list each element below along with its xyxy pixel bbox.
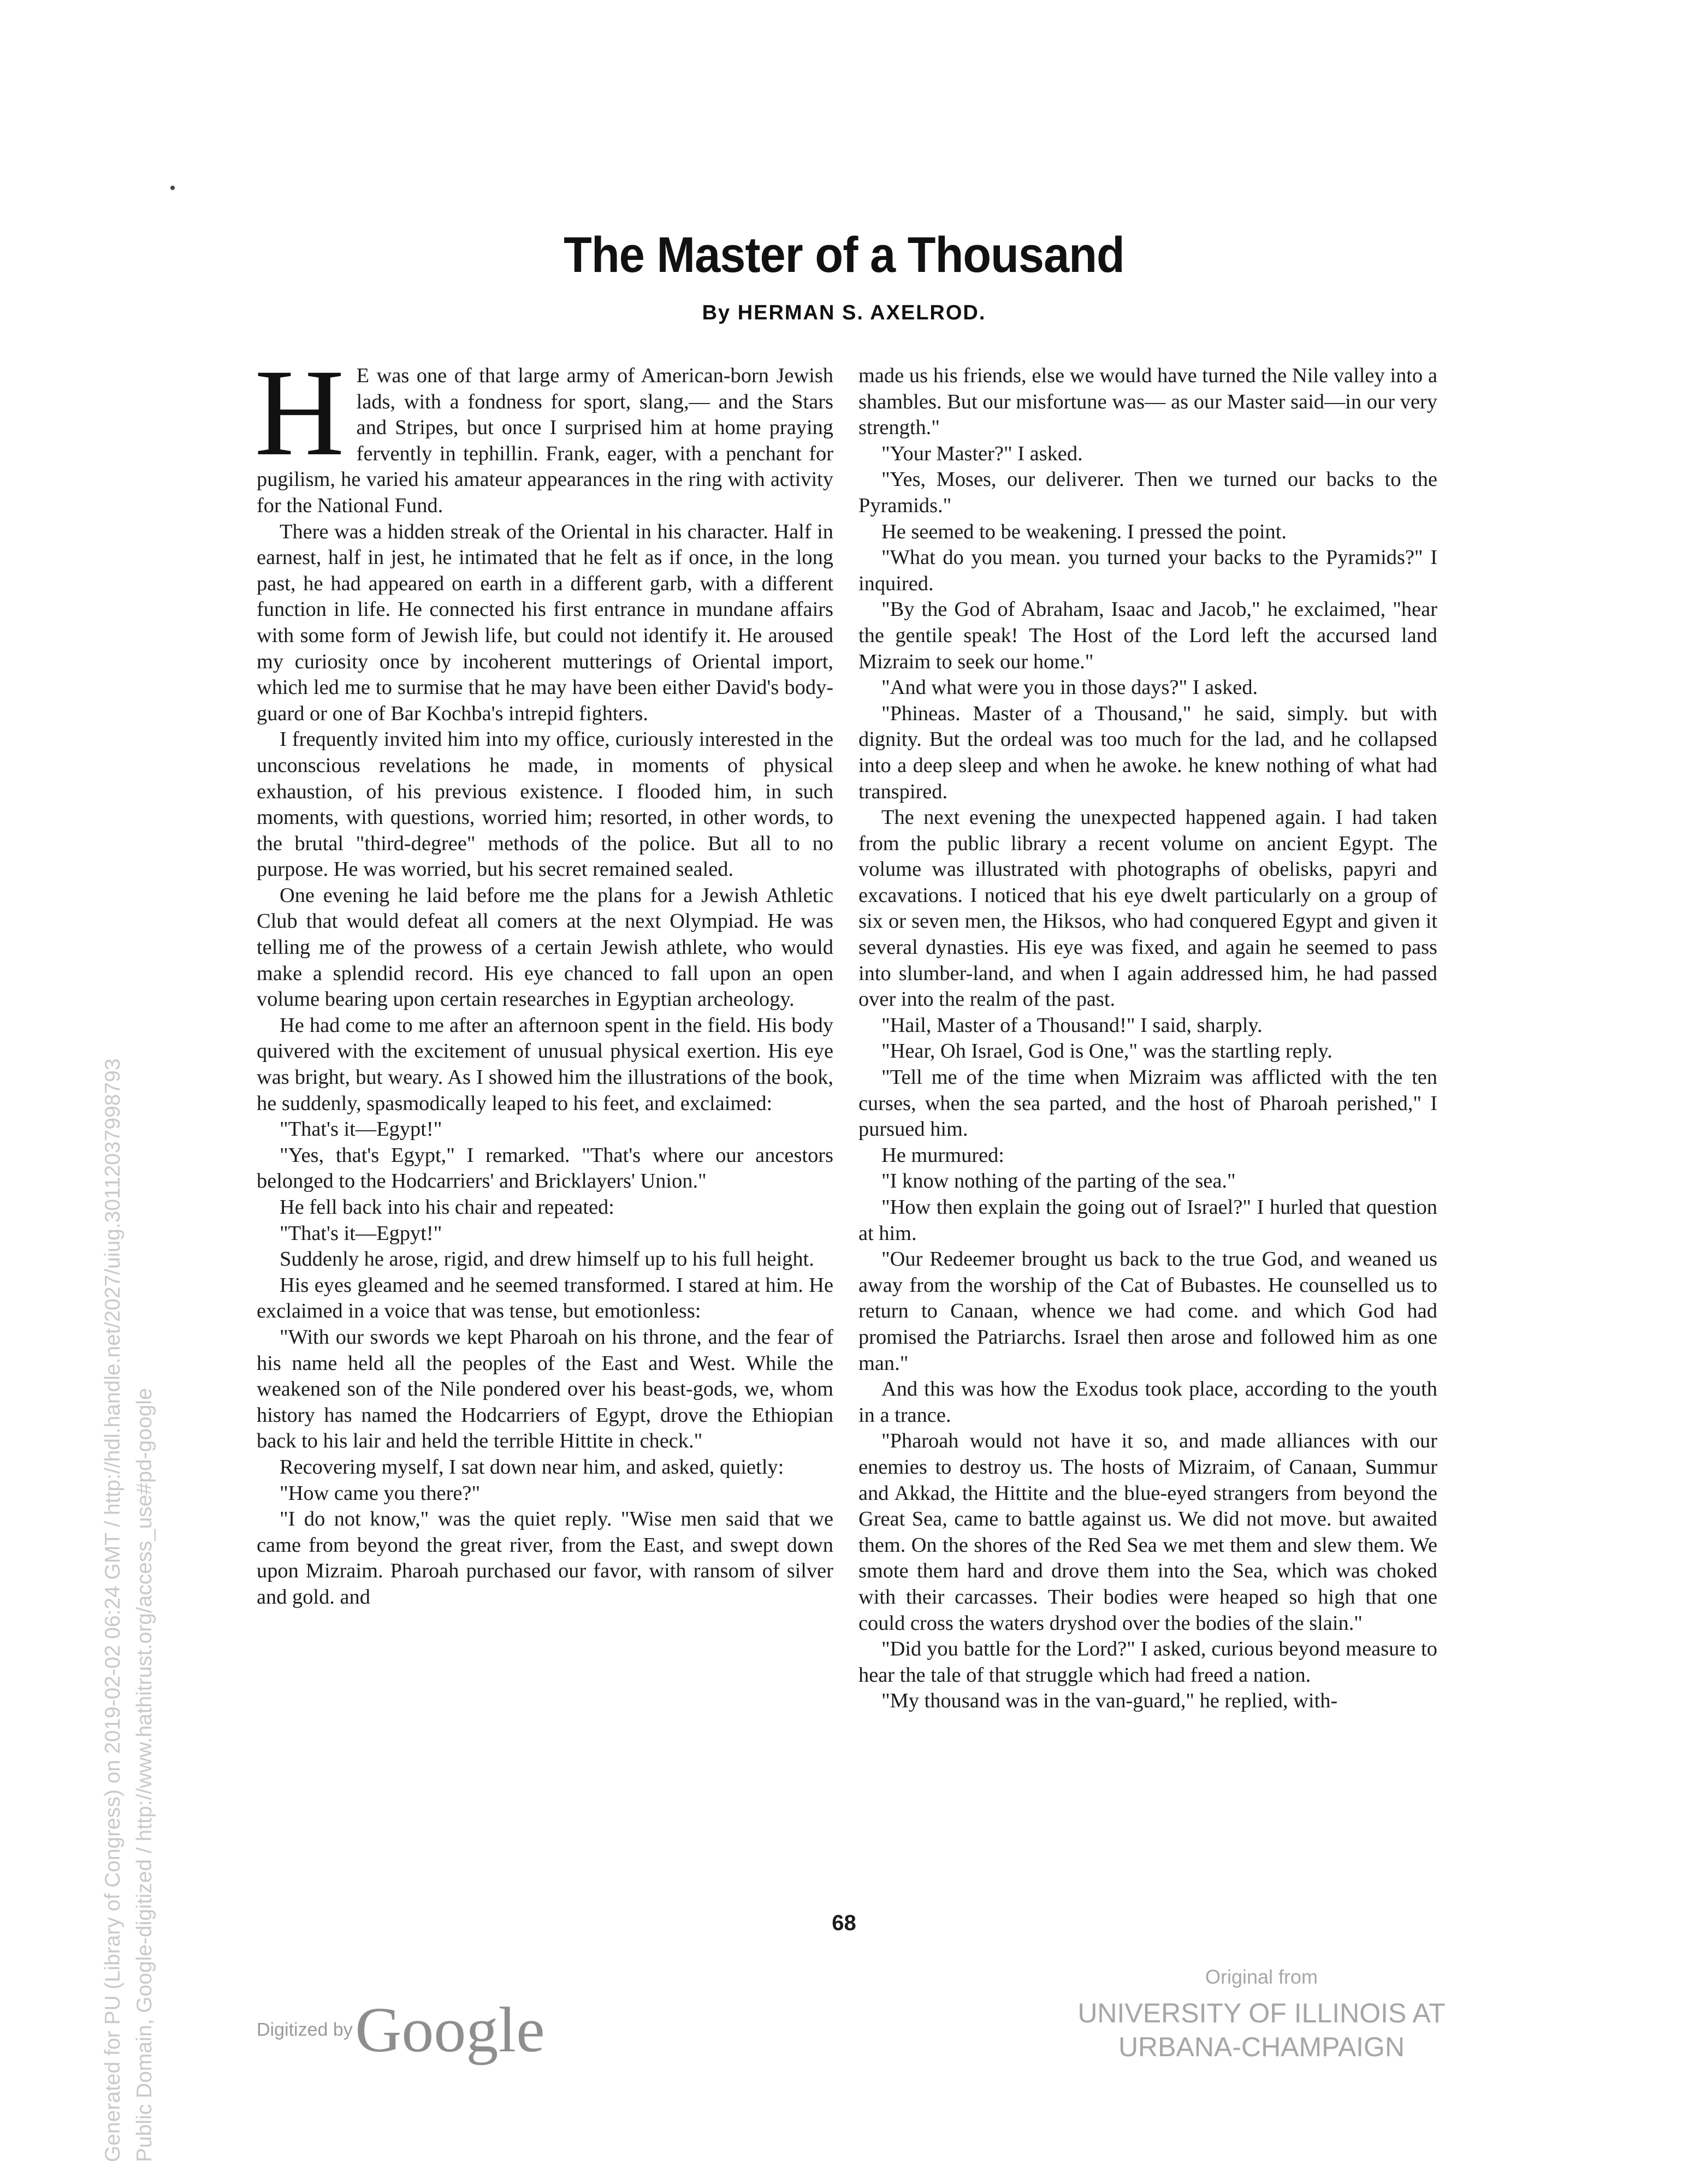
- opening-paragraph: [254, 344, 833, 519]
- paragraph: "How then explain the going out of Israel?" I hurled that question at him.: [858, 1196, 1437, 1245]
- paragraph: "Your Master?" I asked.: [881, 442, 1083, 465]
- paragraph: "Yes, Moses, our deliverer. Then we turned our backs to the Pyramids.": [858, 468, 1437, 517]
- paragraph: He fell back into his chair and repeated:: [280, 1196, 614, 1219]
- paragraph: "Our Redeemer brought us back to the true God, and weaned us away from the worship of the Cat of Bubastes. He counselled us to return to Canaan, whence we had come. and which God had promised the Patriarchs. Israel then arose and followed him as one man.": [858, 1248, 1437, 1375]
- paragraph: "What do you mean. you turned your backs to the Pyramids?" I inquired.: [858, 546, 1437, 595]
- paragraph: He murmured:: [881, 1143, 1004, 1167]
- original-from-label: Original from: [1205, 1966, 1318, 1988]
- institution-line-2: URBANA-CHAMPAIGN: [1118, 2032, 1405, 2062]
- page-number: 68: [832, 1911, 856, 1935]
- paragraph: "That's it—Egypt!": [280, 1118, 442, 1141]
- paragraph: "My thousand was in the van-guard," he replied, with-: [881, 1689, 1338, 1713]
- original-source-watermark: [1054, 1966, 1469, 2064]
- paragraph: "How came you there?": [280, 1481, 481, 1505]
- paragraph: One evening he laid before me the plans for a Jewish Athletic Club that would defeat all comers at the next Olympiad. He was telling me of the prowess of a certain Jewish athlete, who would make a splendid record. His eye chanced to fall upon an open volume bearing upon certain researches in Egyptian archeology.: [257, 883, 833, 1011]
- paragraph: "Hail, Master of a Thousand!" I said, sharply.: [881, 1013, 1263, 1037]
- left-column: [254, 344, 833, 1930]
- paragraph: "Hear, Oh Israel, God is One," was the startling reply.: [881, 1040, 1332, 1063]
- paragraph: "Yes, that's Egypt," I remarked. "That's where our ancestors belonged to the Hodcarriers' and Bricklayers' Union.": [257, 1143, 833, 1193]
- paragraph: made us his friends, else we would have turned the Nile valley into a shambles. But our misfortune was— as our Master said—in our very strength.": [858, 364, 1437, 440]
- paragraph: "By the God of Abraham, Isaac and Jacob," he exclaimed, "hear the gentile speak! The Host of the Lord left the accursed land Mizraim to seek our home.": [858, 598, 1437, 673]
- paragraph: He had come to me after an afternoon spent in the field. His body quivered with the excitement of unusual physical exertion. His eye was bright, but weary. As I showed him the illustrations of the book, he suddenly, spasmodically leaped to his feet, and exclaimed:: [257, 1013, 833, 1115]
- paragraph: "I know nothing of the parting of the sea.": [881, 1170, 1236, 1193]
- digitized-by-watermark: [257, 1993, 545, 2067]
- paragraph: His eyes gleamed and he seemed transformed. I stared at him. He exclaimed in a voice that was tense, but emotionless:: [257, 1273, 833, 1323]
- hathitrust-side-stamp: [97, 852, 161, 2162]
- side-stamp-line-1: Generated for PU (Library of Congress) on 2019-02-02 06:24 GMT / http://hdl.handle.net/2027/uiug.30112037998793: [101, 1058, 125, 2162]
- opening-paragraph-text: E was one of that large army of American-born Jewish lads, with a fondness for sport, slang,— and the Stars and Stripes, but once I surprised him at home praying fervently in tephillin. Frank, eager, with a penchant for pugilism, he varied his amateur appearances in the ring with activity for the National Fund.: [257, 364, 833, 517]
- digitized-by-label: Digitized by: [257, 2019, 353, 2040]
- paragraph: I frequently invited him into my office, curiously interested in the unconscious revelations he made, in moments of physical exhaustion, of his previous existence. I flooded him, in such moments, with questions, worried him; resorted, in other words, to the brutal "third-degree" methods of the police. But all to no purpose. He was worried, but his secret remained sealed.: [257, 728, 833, 881]
- paragraph: "With our swords we kept Pharoah on his throne, and the fear of his name held all the peoples of the East and West. While the weakened son of the Nile pondered over his beast-gods, we, whom history has named the Hodcarriers of Egypt, drove the Ethiopian back to his lair and held the terrible Hittite in check.": [257, 1325, 833, 1453]
- paragraph: "Tell me of the time when Mizraim was afflicted with the ten curses, when the sea parted, and the host of Pharoah perished," I pursued him.: [858, 1066, 1437, 1141]
- paragraph: "That's it—Egpyt!": [280, 1221, 442, 1245]
- drop-cap: H: [254, 344, 345, 482]
- paragraph: "Pharoah would not have it so, and made alliances with our enemies to destroy us. The hosts of Mizraim, of Canaan, Summur and Akkad, the Hittite and the blue-eyed strangers from beyond the Great Sea, came to battle against us. We did not move. but awaited them. On the shores of the Red Sea we met them and slew them. We smote them hard and drove them into the Sea, which was choked with their carcasses. Their bodies were heaped so high that one could cross the waters dryshod over the bodies of the slain.": [858, 1429, 1437, 1635]
- institution-line-1: UNIVERSITY OF ILLINOIS AT: [1077, 1998, 1446, 2028]
- paragraph: He seemed to be weakening. I pressed the point.: [881, 520, 1287, 543]
- paragraph: Recovering myself, I sat down near him, and asked, quietly:: [280, 1455, 784, 1479]
- paragraph: There was a hidden streak of the Oriental in his character. Half in earnest, half in jest, he intimated that he felt as if once, in the long past, he had appeared on earth in a different garb, with a different function in life. He connected his first entrance in mundane affairs with some form of Jewish life, but could not identify it. He aroused my curiosity once by incoherent mutterings of Oriental import, which led me to surmise that he may have been either David's body-guard or one of Bar Kochba's intrepid fighters.: [257, 520, 833, 725]
- right-column: [858, 363, 1437, 1930]
- paragraph: Suddenly he arose, rigid, and drew himself up to his full height.: [280, 1248, 814, 1271]
- paragraph: "And what were you in those days?" I asked.: [881, 676, 1258, 699]
- paragraph: "Did you battle for the Lord?" I asked, curious beyond measure to hear the tale of that struggle which had freed a nation.: [858, 1637, 1437, 1687]
- paragraph: "I do not know," was the quiet reply. "Wise men said that we came from beyond the great river, from the East, and swept down upon Mizraim. Pharoah purchased our favor, with ransom of silver and gold. and: [257, 1508, 833, 1609]
- google-logo: Google: [355, 1994, 545, 2066]
- scan-speck: [170, 186, 175, 190]
- paragraph: "Phineas. Master of a Thousand," he said, simply. but with dignity. But the ordeal was too much for the lad, and he collapsed into a deep sleep and when he awoke. he knew nothing of what had transpired.: [858, 702, 1437, 803]
- article-title: The Master of a Thousand: [564, 227, 1124, 283]
- paragraph: And this was how the Exodus took place, according to the youth in a trance.: [858, 1378, 1437, 1427]
- article-byline: By HERMAN S. AXELROD.: [702, 301, 986, 324]
- side-stamp-line-2: Public Domain, Google-digitized / http://www.hathitrust.org/access_use#pd-google: [133, 1388, 156, 2162]
- paragraph: The next evening the unexpected happened again. I had taken from the public library a recent volume on ancient Egypt. The volume was illustrated with photographs of obelisks, papyri and excavations. I noticed that his eye dwelt particularly on a group of six or seven men, the Hiksos, who had conquered Egypt and given it several dynasties. His eye was fixed, and again he seemed to pass into slumber-land, and when I again addressed him, he had passed over into the realm of the past.: [858, 806, 1437, 1011]
